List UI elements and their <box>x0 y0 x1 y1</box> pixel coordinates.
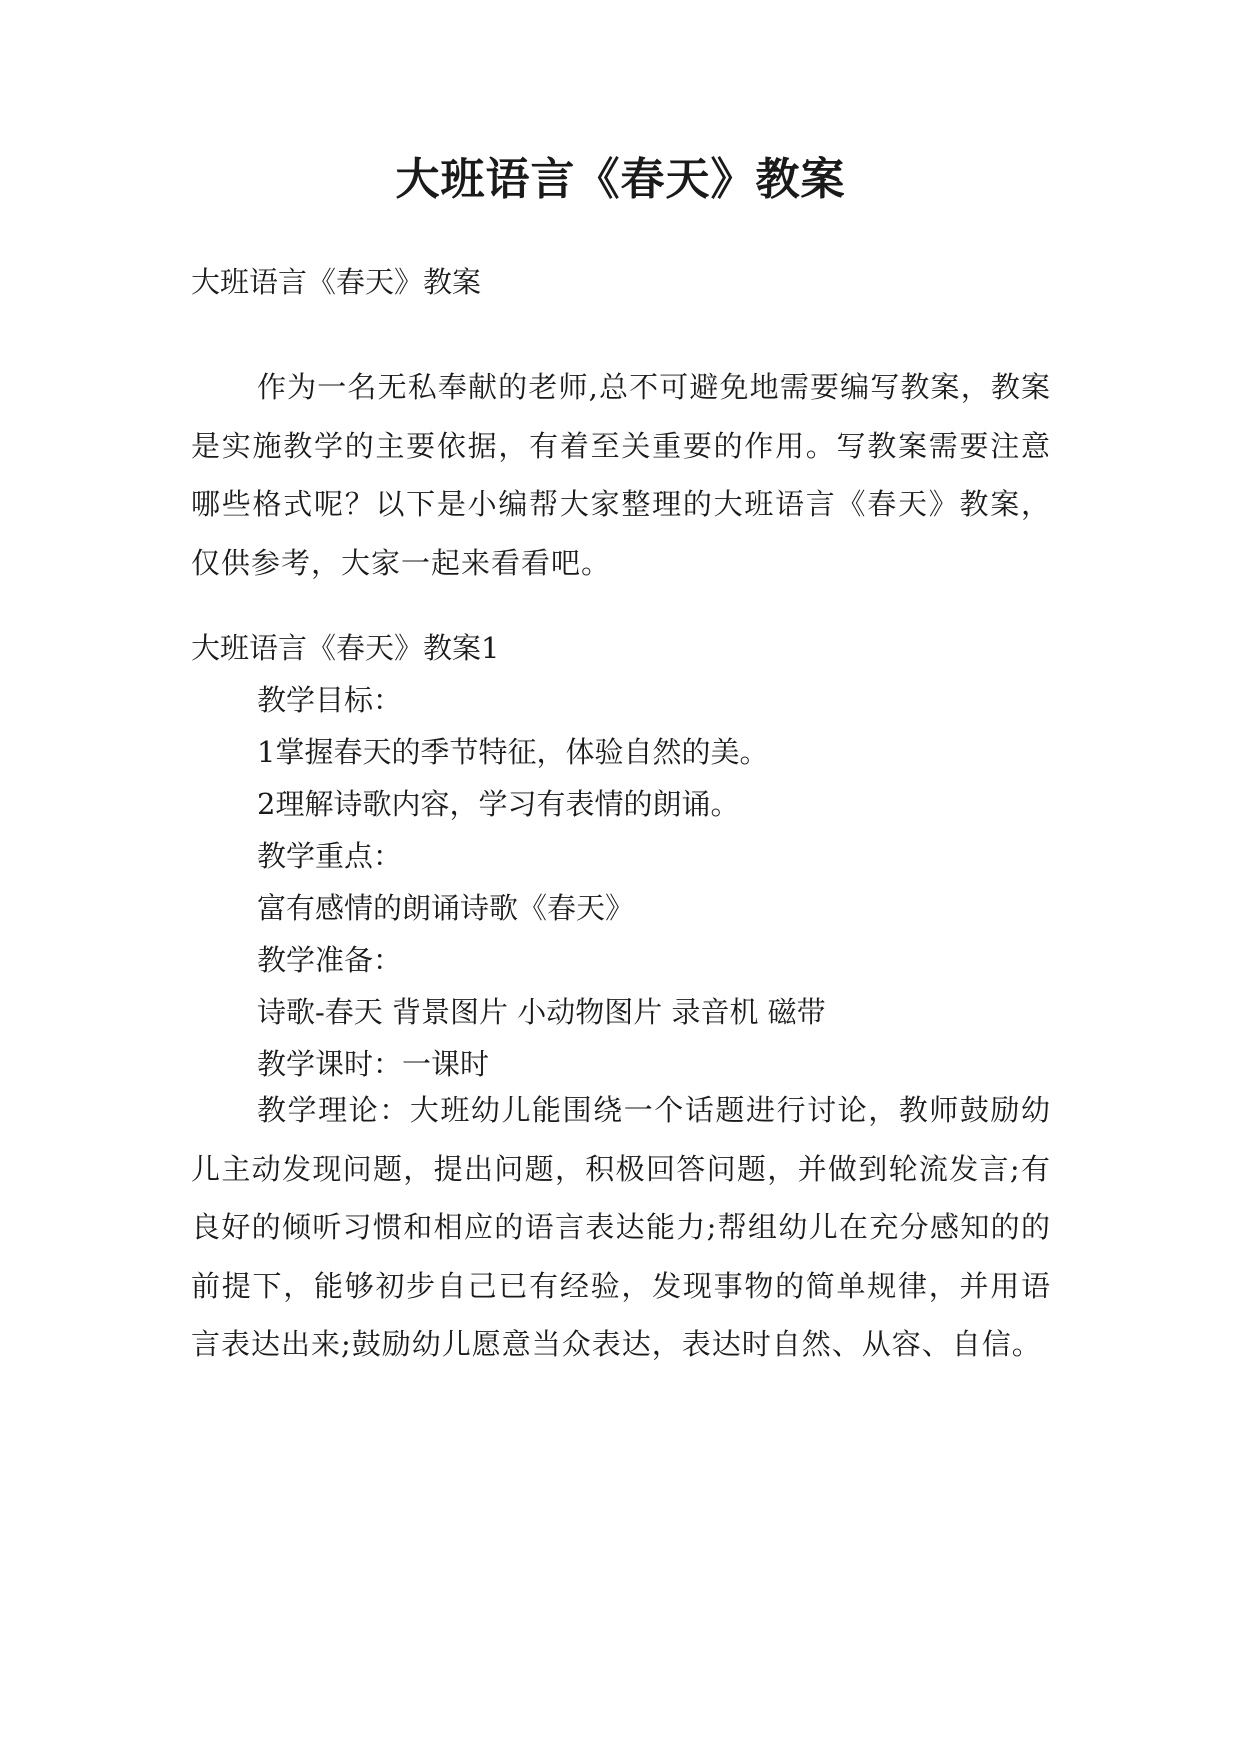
section-heading: 大班语言《春天》教案1 <box>191 631 500 665</box>
lesson-hours: 教学课时：一课时 <box>257 1047 490 1081</box>
preparation-label: 教学准备： <box>257 943 403 977</box>
objective-item: 2理解诗歌内容，学习有表情的朗诵。 <box>257 787 740 821</box>
key-point-item: 富有感情的朗诵诗歌《春天》 <box>257 891 635 925</box>
objectives-label: 教学目标： <box>257 683 403 717</box>
theory-paragraph: 教学理论：大班幼儿能围绕一个话题进行讨论，教师鼓励幼儿主动发现问题，提出问题，积极回答问题，并做到轮流发言;有良好的倾听习惯和相应的语言表达能力;帮组幼儿在充分感知的的前提下，能够初步自己已有经验，发现事物的简单规律，并用语言表达出来;鼓励幼儿愿意当众表达，表达时自然、从容、自信。 <box>191 1093 1051 1361</box>
preparation-items: 诗歌-春天 背景图片 小动物图片 录音机 磁带 <box>257 995 826 1029</box>
document-title: 大班语言《春天》教案 <box>395 154 846 205</box>
intro-paragraph: 作为一名无私奉献的老师,总不可避免地需要编写教案，教案是实施教学的主要依据，有着至关重要的作用。写教案需要注意哪些格式呢？以下是小编帮大家整理的大班语言《春天》教案，仅供参考，大家一起来看看吧。 <box>191 370 1051 580</box>
objective-item: 1掌握春天的季节特征，体验自然的美。 <box>257 735 769 769</box>
document-subtitle: 大班语言《春天》教案 <box>191 265 482 299</box>
key-points-label: 教学重点： <box>257 839 403 873</box>
